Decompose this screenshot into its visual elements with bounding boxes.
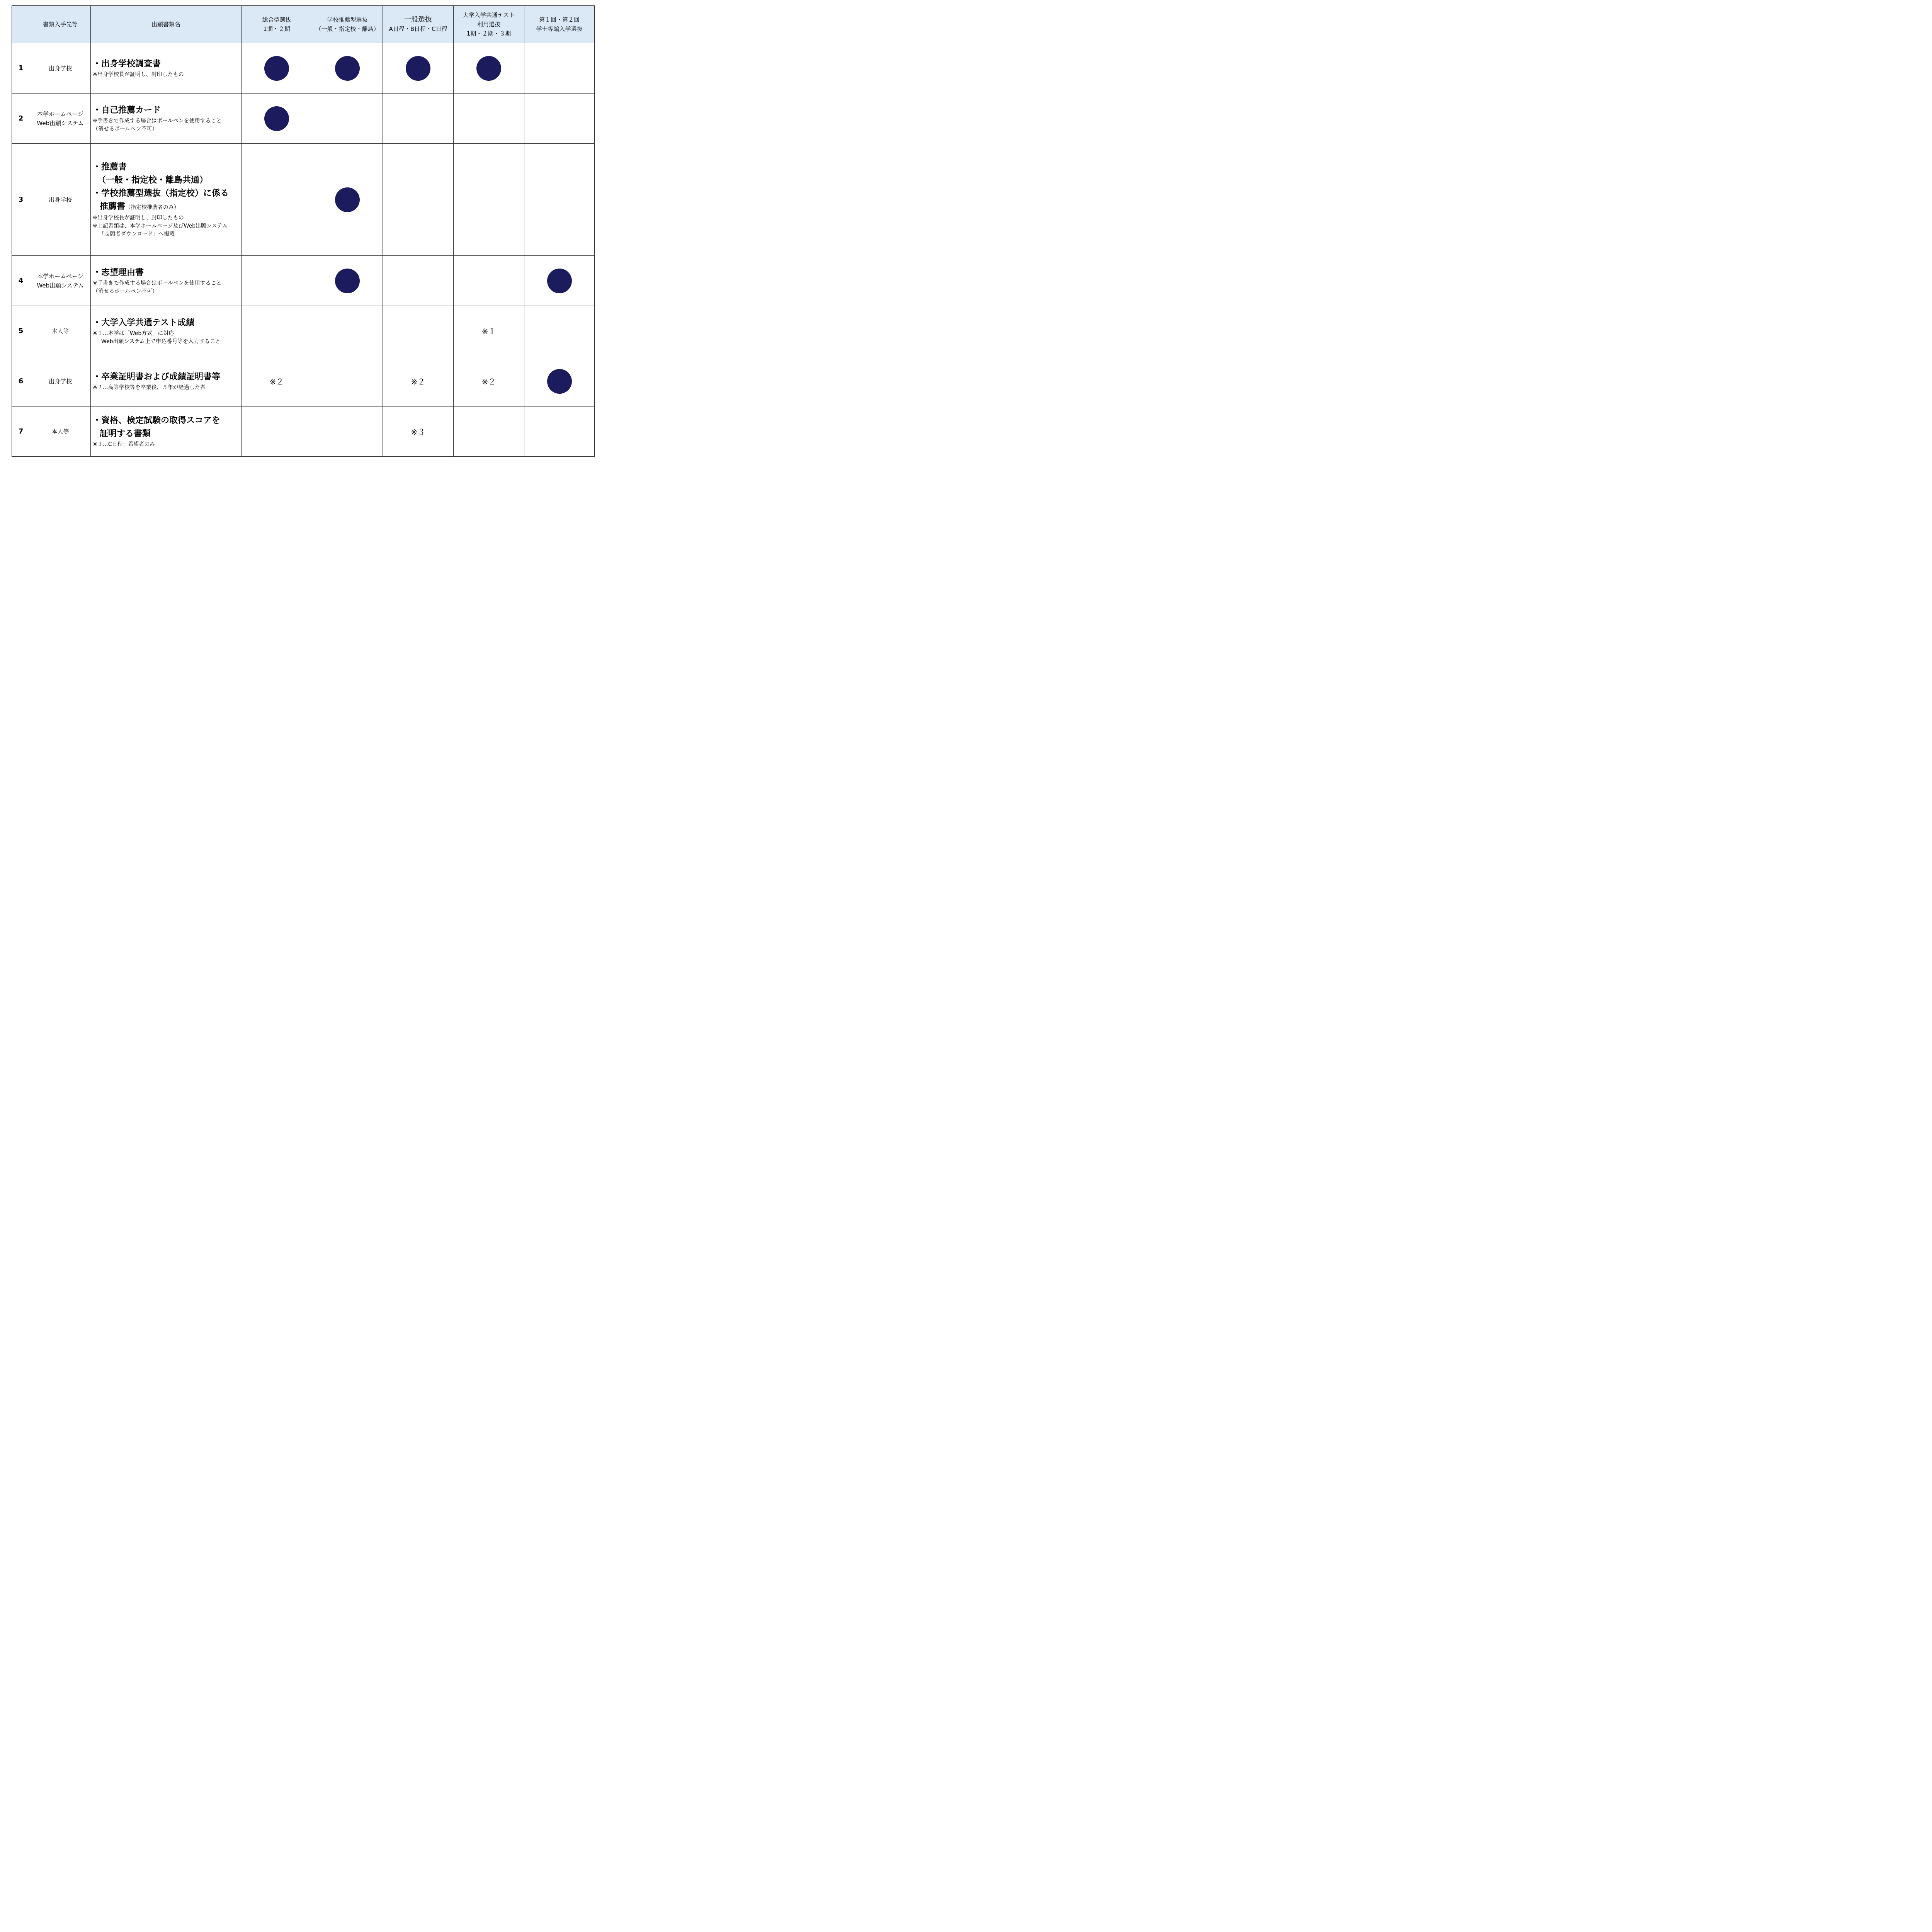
document-name-cell	[91, 144, 242, 256]
document-source	[30, 144, 91, 256]
mark-cell	[242, 94, 312, 144]
row-number: 2	[12, 94, 30, 144]
mark-cell	[383, 406, 454, 457]
document-name-cell	[91, 43, 242, 94]
document-note: ※３…C日程：希望者のみ	[93, 441, 155, 447]
header-common-test-line-1: 大学入学共通テスト	[463, 12, 515, 19]
mark-cell	[454, 43, 524, 94]
document-note: （消せるボールペン不可）	[93, 288, 158, 294]
filled-circle-icon	[476, 56, 501, 81]
mark-cell	[242, 356, 312, 406]
row-number: 4	[12, 256, 30, 306]
filled-circle-icon	[335, 56, 360, 81]
document-title: ・大学入学共通テスト成績	[93, 318, 195, 328]
mark-cell	[383, 356, 454, 406]
header-transfer	[524, 6, 595, 43]
document-source	[30, 94, 91, 144]
source-line: 出身学校	[48, 196, 72, 203]
document-name-cell	[91, 406, 242, 457]
mark-cell	[524, 256, 595, 306]
table-row	[12, 94, 595, 144]
mark-cell	[524, 94, 595, 144]
mark-cell	[524, 306, 595, 356]
mark-cell	[524, 356, 595, 406]
filled-circle-icon	[547, 369, 572, 394]
mark-cell	[242, 406, 312, 457]
document-title: （一般・指定校・離島共通）	[97, 175, 208, 185]
document-name-cell	[91, 256, 242, 306]
mark-cell	[524, 43, 595, 94]
header-school-recommendation-line-1: 学校推薦型選抜	[327, 16, 368, 23]
mark-cell	[242, 43, 312, 94]
document-title: ・学校推薦型選抜（指定校）に係る	[93, 189, 229, 198]
header-general-line-1: 一般選抜	[404, 15, 432, 24]
header-source	[30, 6, 91, 43]
header-number	[12, 6, 30, 43]
mark-cell	[242, 256, 312, 306]
mark-cell	[242, 144, 312, 256]
table-row	[12, 256, 595, 306]
mark-cell	[312, 356, 383, 406]
header-comprehensive-line-1: 総合型選抜	[262, 16, 291, 23]
mark-cell	[454, 144, 524, 256]
filled-circle-icon	[547, 269, 572, 293]
filled-circle-icon	[335, 187, 360, 212]
document-source	[30, 306, 91, 356]
mark-cell	[312, 406, 383, 457]
mark-cell	[312, 256, 383, 306]
mark-cell	[312, 43, 383, 94]
table-row	[12, 406, 595, 457]
header-document	[91, 6, 242, 43]
document-note: ※上記書類は、本学ホームページ及びWeb出願システム	[93, 223, 228, 229]
mark-cell	[454, 356, 524, 406]
header-comprehensive-line-2: 1期・２期	[263, 26, 290, 32]
filled-circle-icon	[335, 269, 360, 293]
document-note: Web出願システム上で申込番号等を入力すること	[101, 338, 221, 345]
header-common-test-line-2: 利用選抜	[477, 21, 500, 28]
header-common-test-line-3: 1期・２期・３期	[466, 30, 511, 37]
document-source	[30, 256, 91, 306]
document-title: ・資格、検定試験の取得スコアを	[93, 416, 221, 425]
note-reference-mark: ※１	[481, 327, 496, 336]
source-line: 本学ホームページ	[37, 110, 83, 117]
mark-cell	[454, 306, 524, 356]
note-reference-mark: ※３	[411, 427, 425, 437]
document-note: ※１…本学は「Web方式」に対応	[93, 330, 174, 337]
header-document-text: 出願書類名	[151, 21, 180, 28]
source-line: Web出願システム	[37, 282, 84, 289]
note-reference-mark: ※２	[481, 377, 496, 386]
source-line: 出身学校	[48, 378, 72, 385]
table-row	[12, 356, 595, 406]
mark-cell	[524, 144, 595, 256]
document-name-cell	[91, 306, 242, 356]
document-title-with-qualifier	[93, 200, 239, 214]
mark-cell	[383, 94, 454, 144]
document-name-cell	[91, 94, 242, 144]
document-source	[30, 356, 91, 406]
source-line: Web出願システム	[37, 119, 84, 127]
header-transfer-line-2: 学士等編入学選抜	[536, 26, 583, 32]
document-title: ・志望理由書	[93, 267, 144, 277]
filled-circle-icon	[264, 106, 289, 131]
header-school-recommendation-line-2: （一般・指定校・離島）	[315, 26, 379, 32]
application-documents-table	[12, 5, 595, 457]
document-title: ・推薦書	[93, 162, 127, 172]
mark-cell	[383, 43, 454, 94]
document-note: ※２…高等学校等を卒業後、５年が経過した者	[93, 384, 206, 391]
mark-cell	[454, 256, 524, 306]
source-line: 本人等	[51, 428, 69, 435]
table-row	[12, 306, 595, 356]
source-line: 本学ホームページ	[37, 272, 83, 280]
row-number: 5	[12, 306, 30, 356]
document-note: ※出身学校長が証明し、封印したもの	[93, 71, 184, 78]
mark-cell	[454, 406, 524, 457]
header-common-test	[454, 6, 524, 43]
header-school-recommendation	[312, 6, 383, 43]
filled-circle-icon	[406, 56, 430, 81]
document-note: ※出身学校長が証明し、封印したもの	[93, 215, 184, 221]
table-row	[12, 144, 595, 256]
note-reference-mark: ※２	[269, 377, 284, 386]
header-general	[383, 6, 454, 43]
document-note: 「志願者ダウンロード」へ掲載	[99, 231, 175, 237]
source-line: 出身学校	[48, 65, 72, 72]
header-transfer-line-1: 第１回・第２回	[539, 16, 580, 23]
mark-cell	[312, 144, 383, 256]
row-number: 6	[12, 356, 30, 406]
header-comprehensive	[242, 6, 312, 43]
row-number: 7	[12, 406, 30, 457]
document-name-cell	[91, 356, 242, 406]
row-number: 1	[12, 43, 30, 94]
document-note: ※手書きで作成する場合はボールペンを使用すること	[93, 280, 222, 286]
table-row	[12, 43, 595, 94]
document-source	[30, 406, 91, 457]
mark-cell	[383, 144, 454, 256]
header-row	[12, 6, 595, 43]
document-title: ・自己推薦カード	[93, 105, 161, 115]
mark-cell	[383, 256, 454, 306]
document-note: （消せるボールペン不可）	[93, 126, 158, 132]
document-title-text: 推薦書	[100, 202, 126, 211]
header-general-line-2: A日程・B日程・C日程	[389, 26, 447, 32]
mark-cell	[242, 306, 312, 356]
header-source-text: 書類入手先等	[43, 21, 78, 28]
document-title-qualifier: （指定校推薦者のみ）	[125, 204, 180, 211]
document-note: ※手書きで作成する場合はボールペンを使用すること	[93, 117, 222, 124]
mark-cell	[312, 306, 383, 356]
filled-circle-icon	[264, 56, 289, 81]
mark-cell	[312, 94, 383, 144]
row-number: 3	[12, 144, 30, 256]
source-line: 本人等	[51, 327, 69, 335]
document-title: ・卒業証明書および成績証明書等	[93, 372, 221, 382]
document-source	[30, 43, 91, 94]
note-reference-mark: ※２	[411, 377, 425, 386]
document-title: ・出身学校調査書	[93, 59, 161, 69]
mark-cell	[383, 306, 454, 356]
mark-cell	[454, 94, 524, 144]
mark-cell	[524, 406, 595, 457]
document-title: 証明する書類	[100, 429, 151, 439]
